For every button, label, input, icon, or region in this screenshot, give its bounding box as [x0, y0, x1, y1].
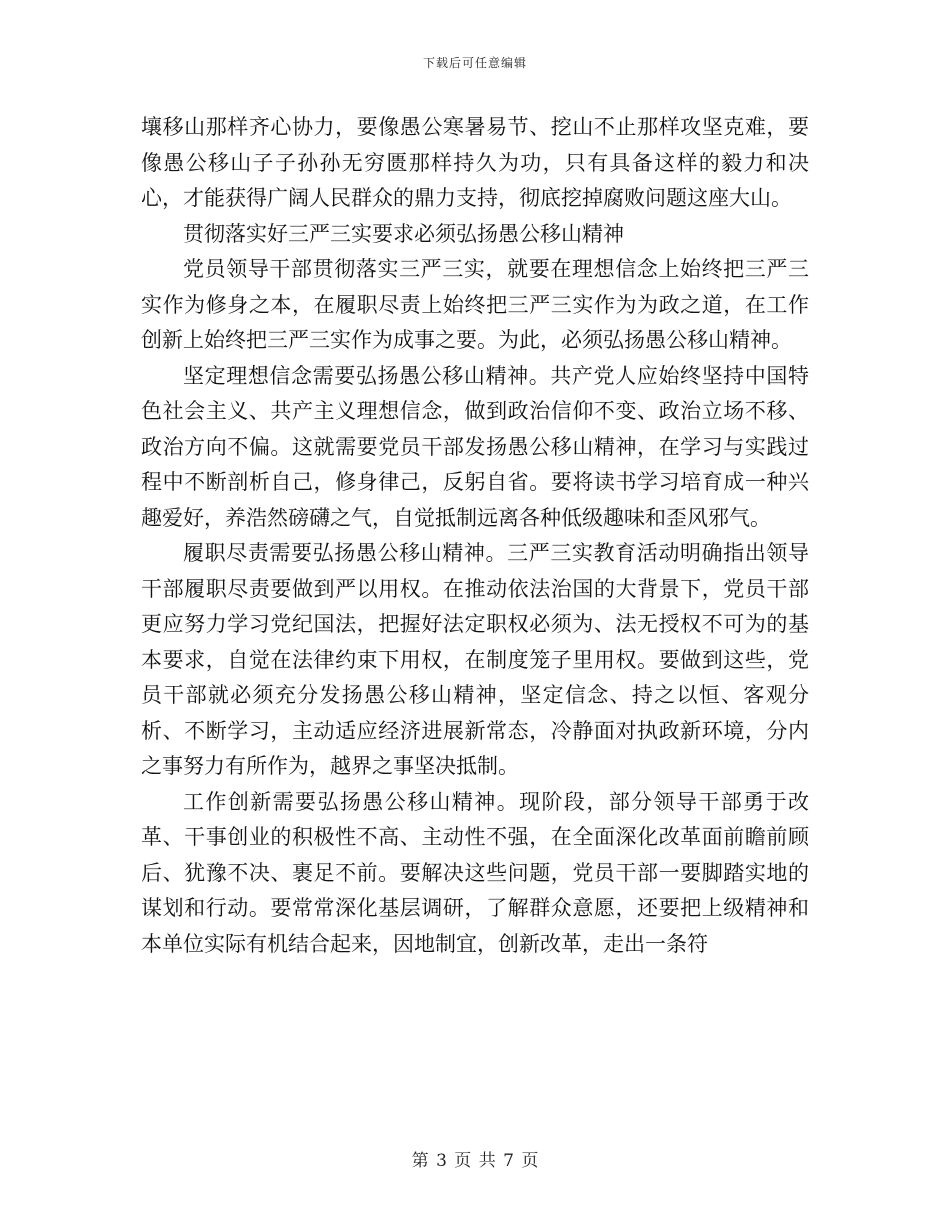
- page-header: 下载后可任意编辑: [422, 56, 527, 70]
- paragraph-3: 坚定理想信念需要弘扬愚公移山精神。共产党人应始终坚持中国特色社会主义、共产主义理想信念，做到政治信仰不变、政治立场不移、政治方向不偏。这就需要党员干部发扬愚公移山精神，在学习与实践过程中不断剖析自己，修身律己，反躬自省。要将读书学习培育成一种兴趣爱好，养浩然磅礴之气，自觉抵制远离各种低级趣味和歪风邪气。: [141, 363, 809, 530]
- document-body: [141, 110, 809, 962]
- section-heading: 贯彻落实好三严三实要求必须弘扬愚公移山精神: [183, 221, 624, 246]
- page-number-footer: 第 3 页 共 7 页: [411, 1151, 539, 1171]
- paragraph-1: 壤移山那样齐心协力，要像愚公寒暑易节、挖山不止那样攻坚克难，要像愚公移山子子孙孙无穷匮那样持久为功，只有具备这样的毅力和决心，才能获得广阔人民群众的鼎力支持，彻底挖掉腐败问题这座大山。: [141, 115, 809, 210]
- paragraph-2: 党员领导干部贯彻落实三严三实，就要在理想信念上始终把三严三实作为修身之本，在履职尽责上始终把三严三实作为为政之道，在工作创新上始终把三严三实作为成事之要。为此，必须弘扬愚公移山精神。: [141, 257, 809, 352]
- paragraph-4: 履职尽责需要弘扬愚公移山精神。三严三实教育活动明确指出领导干部履职尽责要做到严以用权。在推动依法治国的大背景下，党员干部更应努力学习党纪国法，把握好法定职权必须为、法无授权不可为的基本要求，自觉在法律约束下用权，在制度笼子里用权。要做到这些，党员干部就必须充分发扬愚公移山精神，坚定信念、持之以恒、客观分析、不断学习，主动适应经济进展新常态，冷静面对执政新环境，分内之事努力有所作为，越界之事坚决抵制。: [141, 541, 809, 778]
- paragraph-5: 工作创新需要弘扬愚公移山精神。现阶段，部分领导干部勇于改革、干事创业的积极性不高、主动性不强，在全面深化改革面前瞻前顾后、犹豫不决、裹足不前。要解决这些问题，党员干部一要脚踏实地的谋划和行动。要常常深化基层调研，了解群众意愿，还要把上级精神和本单位实际有机结合起来，因地制宜，创新改革，走出一条符: [141, 789, 809, 956]
